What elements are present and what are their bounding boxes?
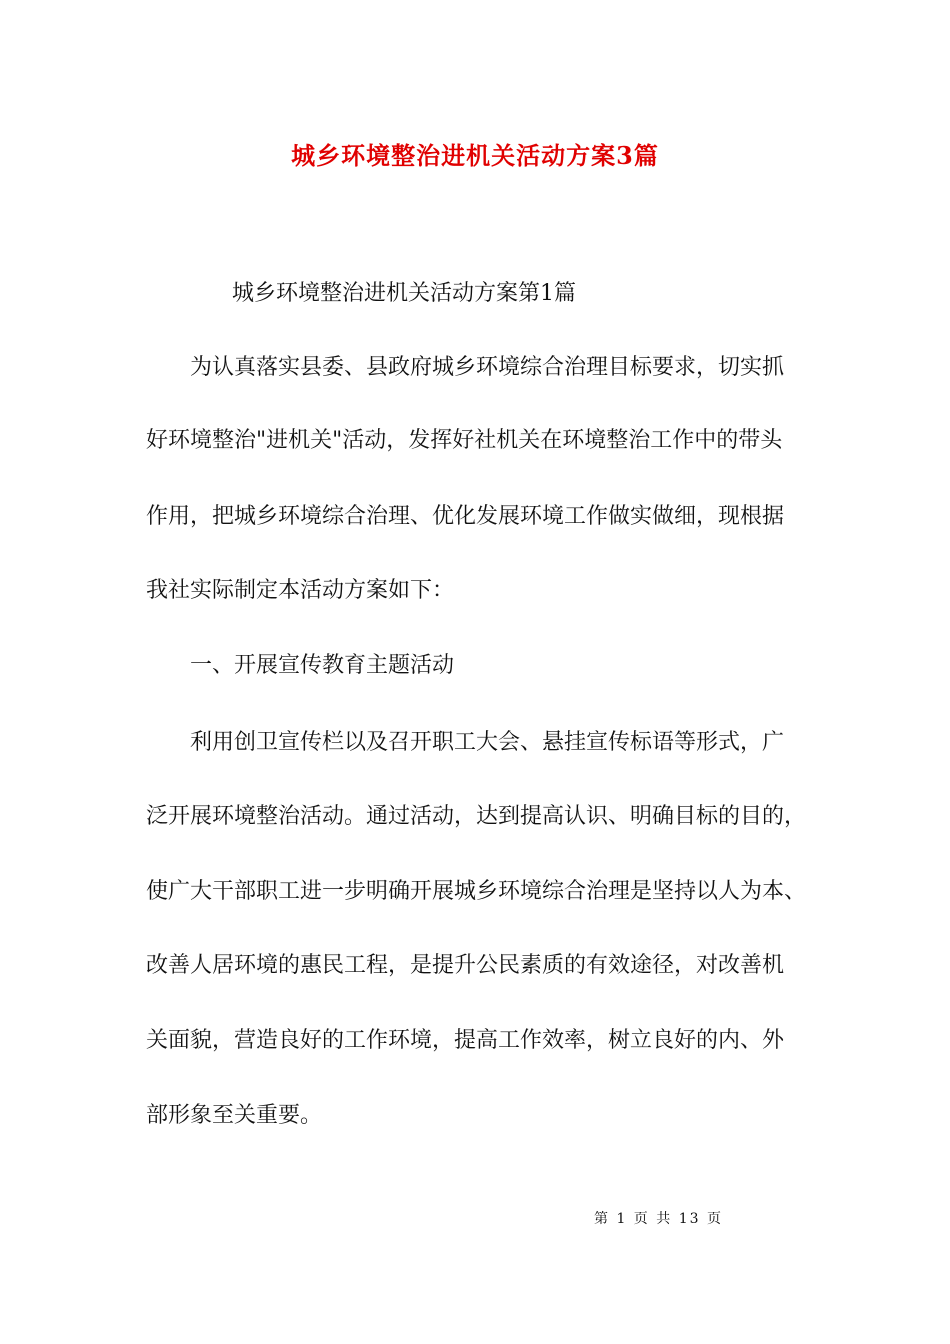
page-number-footer: 第 1 页 共 13 页 <box>594 1211 723 1227</box>
document-title: 城乡环境整治进机关活动方案3篇 <box>291 141 659 170</box>
paragraph-line: 我社实际制定本活动方案如下： <box>146 578 455 603</box>
section-subtitle: 城乡环境整治进机关活动方案第1篇 <box>232 281 576 306</box>
paragraph-line: 改善人居环境的惠民工程，是提升公民素质的有效途径，对改善机 <box>146 953 785 978</box>
paragraph-line: 作用，把城乡环境综合治理、优化发展环境工作做实做细，现根据 <box>146 504 785 529</box>
paragraph-line: 利用创卫宣传栏以及召开职工大会、悬挂宣传标语等形式，广 <box>190 730 785 755</box>
paragraph-line: 好环境整治"进机关"活动，发挥好社机关在环境整治工作中的带头 <box>146 428 783 453</box>
paragraph-line: 泛开展环境整治活动。通过活动，达到提高认识、明确目标的目的， <box>146 804 807 829</box>
paragraph-line: 关面貌，营造良好的工作环境，提高工作效率，树立良好的内、外 <box>146 1028 785 1053</box>
paragraph-line: 使广大干部职工进一步明确开展城乡环境综合治理是坚持以人为本、 <box>146 879 807 904</box>
paragraph-line: 部形象至关重要。 <box>146 1103 323 1128</box>
section-heading: 一、开展宣传教育主题活动 <box>190 653 455 678</box>
paragraph-line: 为认真落实县委、县政府城乡环境综合治理目标要求，切实抓 <box>190 355 785 380</box>
